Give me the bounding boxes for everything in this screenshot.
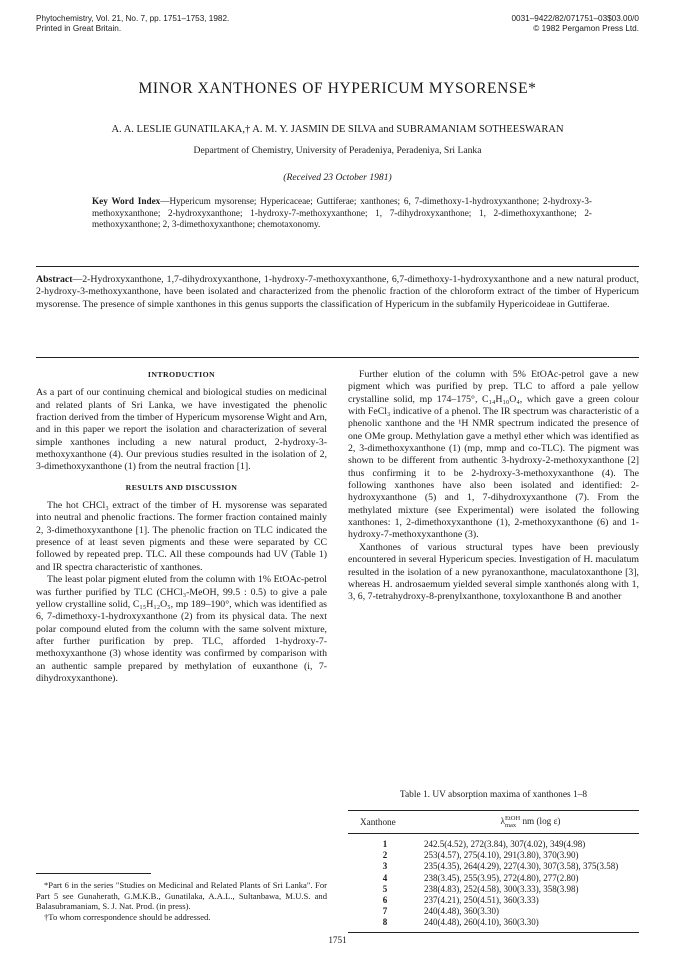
xanthone-id: 5 xyxy=(382,883,388,894)
uv-values: 235(4.35), 264(4.29), 227(4.30), 307(3.58), 375(3.58) xyxy=(424,861,619,872)
keyword-index xyxy=(92,196,592,231)
abstract-bottom-rule xyxy=(36,357,639,358)
table-row xyxy=(348,850,639,861)
footnote-correspondence: †To whom correspondence should be addressed. xyxy=(44,911,211,922)
xanthone-id: 2 xyxy=(382,850,388,861)
uv-values: 242.5(4.52), 272(3.84), 307(4.02), 349(4.98) xyxy=(424,839,586,849)
received-date: (Received 23 October 1981) xyxy=(283,172,392,183)
xanthone-id: 6 xyxy=(382,895,388,906)
keyword-text: —Hypericum mysorense; Hypericaceae; Guttiferae; xanthones; 6, 7-dimethoxy-1-hydroxyxanthone; 2-hydroxy-3-methoxyxanthone; 2-hydroxyxanthone; 1-hydroxy-7-methoxyxanthone; 1, 7-dihydroxyxanthone; 1, 2-dimethoxyxanthone; 2-methoxyxanthone; 2, 3-dimethoxyxanthone; chemotaxonomy. xyxy=(92,196,592,230)
table-caption: Table 1. UV absorption maxima of xanthones 1–8 xyxy=(399,790,588,800)
author-list: A. A. LESLIE GUNATILAKA,† A. M. Y. JASMIN DE SILVA and SUBRAMANIAM SOTHEESWARAN xyxy=(111,124,564,135)
footnote-series: *Part 6 in the series "Studies on Medicinal and Related Plants of Sri Lanka". For Part 5 see Gunaherath, G.M.K.B., Gunatilaka, A.A.L., Sultanbawa, M.U.S. and Balasubramaniam, S. J. Nat. Prod. (in press). xyxy=(36,880,327,912)
introduction-heading: INTRODUCTION xyxy=(147,370,216,379)
results-paragraph-2: The least polar pigment eluted from the column with 1% EtOAc-petrol was further purified by TLC (CHCl₃-MeOH, 99.5 : 0.5) to give a pale yellow crystalline solid, C₁₅H₁₂O₅, mp 189–190°, which was identified as 6, 7-dimethoxy-1-hydroxyxanthone (2) from its physical data. The next polar compound eluted from the column with the same solvent mixture, after further purification by prep. TLC, afforded 1-hydroxy-7-methoxyxanthone (3) whose identity was confirmed by comparison with an authentic sample prepared by methylation of euxanthone (i, 7-dihydroxyxanthone). xyxy=(36,574,327,684)
col-xanthone: Xanthone xyxy=(348,811,422,834)
lambda-sub: max xyxy=(504,822,517,829)
lambda-sup: EtOH xyxy=(504,815,521,822)
uv-values: 240(4.48), 360(3.30) xyxy=(424,906,499,917)
table-row xyxy=(348,861,639,872)
xanthone-id: 8 xyxy=(348,917,422,932)
lambda-symbol: λ xyxy=(500,816,505,827)
table-row xyxy=(348,873,639,884)
footnote-rule xyxy=(36,873,151,874)
xanthone-id: 4 xyxy=(382,872,388,883)
abstract xyxy=(36,274,639,311)
abstract-label: Abstract xyxy=(36,274,73,285)
journal-citation xyxy=(36,14,229,34)
footnotes xyxy=(36,880,327,922)
copyright-line: © 1982 Pergamon Press Ltd. xyxy=(533,24,639,33)
uv-values: 237(4.21), 250(4.51), 360(3.33) xyxy=(424,895,539,906)
results-paragraph-1: The hot CHCl₃ extract of the timber of H. mysorense was separated into neutral and phenolic fractions. The former fraction contained mainly 2, 3-dimethoxyxanthone [1]. The phenolic fraction on TLC indicated the presence of at least seven pigments and these were separated by CC followed by repeated prep. TLC. All these compounds had UV (Table 1) and IR spectra characteristic of xanthones. xyxy=(36,500,327,573)
table-row xyxy=(348,895,639,906)
uv-values: 238(4.83), 252(4.58), 300(3.33), 358(3.98) xyxy=(424,883,579,894)
table-row xyxy=(348,834,639,851)
printed-line: Printed in Great Britain. xyxy=(36,24,122,33)
introduction-paragraph: As a part of our continuing chemical and biological studies on medicinal and related plants of Sri Lanka, we have investigated the phenolic fraction derived from the timber of Hypericum mysorense Wight and Arn, and in this paper we report the isolation and characterization of several simple xanthones including a new natural product, 2-hydroxy-3-methoxyxanthone (4). Our previous studies resulted in the isolation of 2, 3-dimethoxyxanthone (1) from the neutral fraction [1]. xyxy=(36,387,327,473)
lambda-units: nm (log ε) xyxy=(520,816,561,827)
journal-line: Phytochemistry, Vol. 21, No. 7, pp. 1751–1753, 1982. xyxy=(36,14,230,23)
xanthone-id: 1 xyxy=(382,839,388,849)
keyword-label: Key Word Index xyxy=(92,196,161,206)
left-column xyxy=(36,369,327,685)
uv-values: 253(4.57), 275(4.10), 291(3.80), 370(3.90) xyxy=(424,850,579,861)
right-paragraph-1: Further elution of the column with 5% EtOAc-petrol gave a new pigment which was purified by prep. TLC to afford a pale yellow crystalline solid, mp 174–175°, C₁₄H₁₀O₄, which gave a green colour with FeCl₃ indicative of a phenol. The IR spectrum was characteristic of a phenolic xanthone and the ¹H NMR spectrum indicated the presence of one OMe group. Methylation gave a methyl ether which was identified as 2, 3-dimethoxyxanthone (1) (mp, mmp and co-TLC). The pigment was shown to be different from authentic 3-hydroxy-2-methoxyxanthone [2] thus confirming it to be 2-hydroxy-3-methoxyxanthone (4). The following xanthones have also been isolated and identified: 2-hydroxyxanthone (5) and 1, 7-dihydroxyxanthone (7). From the methylated mixture (see Experimental) were isolated the following xanthones: 1, 2-dimethoxyxanthone (1), 2-methoxyxanthone (6) and 1-hydroxy-7-methoxyxanthone (3). xyxy=(348,369,639,541)
abstract-text: —2-Hydroxyxanthone, 1,7-dihydroxyxanthone, 1-hydroxy-7-methoxyxanthone, 6,7-dimethoxy-1-hydroxyxanthone and a new natural product, 2-hydroxy-3-methoxyxanthone, have been isolated and characterized from the phenolic fraction of the chloroform extract of the timber of Hypericum mysorense. The presence of simple xanthones in this genus supports the classification of Hypericum in the subfamily Hypericoideae in Guttiferae. xyxy=(36,274,639,310)
affiliation: Department of Chemistry, University of Peradeniya, Peradeniya, Sri Lanka xyxy=(193,145,482,156)
table-row xyxy=(348,884,639,895)
page-number: 1751 xyxy=(328,935,347,945)
issn-line: 0031–9422/82/071751–03$03.00/0 xyxy=(511,14,639,23)
results-heading: RESULTS AND DISCUSSION xyxy=(125,482,238,492)
table-row xyxy=(348,917,639,932)
uv-values: 238(3.45), 255(3.95), 272(4.80), 277(2.80) xyxy=(424,872,579,883)
xanthone-id: 3 xyxy=(382,861,388,872)
table-body xyxy=(348,834,639,933)
xanthone-id: 7 xyxy=(382,906,388,917)
uv-table xyxy=(348,810,639,933)
col-lambda xyxy=(422,811,639,834)
right-column xyxy=(348,369,639,604)
table-header-row xyxy=(348,811,639,834)
table-row xyxy=(348,906,639,917)
abstract-top-rule xyxy=(36,266,639,267)
article-code xyxy=(512,14,640,34)
right-paragraph-2: Xanthones of various structural types have been previously encountered in several Hypericum species. Investigation of H. maculatum resulted in the isolation of a new pyranoxanthone, maculatoxanthone [3], whereas H. androsaemum yielded several simple xanthonés along with 1, 3, 6, 7-tetrahydroxy-8-prenylxanthone, toxyloxanthone B and another xyxy=(348,541,639,603)
paper-title: MINOR XANTHONES OF HYPERICUM MYSORENSE* xyxy=(138,80,537,97)
uv-values: 240(4.48), 260(4.10), 360(3.30) xyxy=(422,917,639,932)
